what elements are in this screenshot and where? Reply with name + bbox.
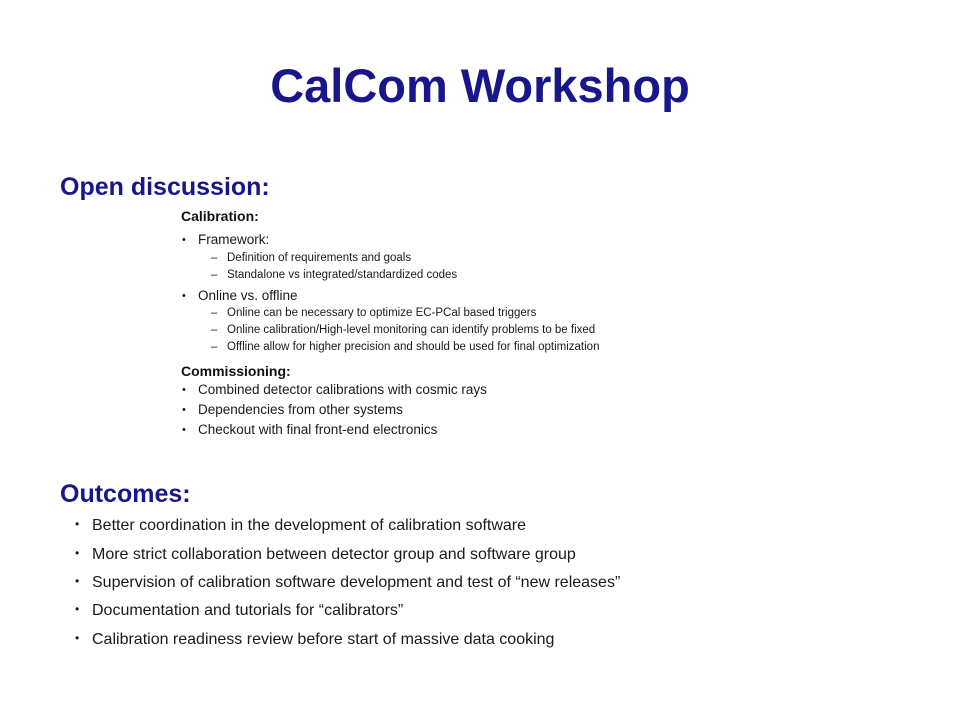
online-offline-item	[211, 307, 536, 319]
dash-icon: –	[211, 269, 218, 281]
bullet-icon: •	[75, 517, 80, 531]
outcome-item-text: Supervision of calibration software development and test of “new releases”	[92, 574, 621, 591]
bullet-icon: •	[75, 574, 80, 588]
bullet-icon: •	[75, 631, 80, 645]
outcome-item-text: Better coordination in the development of calibration software	[92, 517, 527, 534]
dash-icon: –	[211, 341, 218, 353]
online-offline-item-text: Offline allow for higher precision and should be used for final optimization	[227, 341, 600, 353]
bullet-icon: •	[182, 404, 186, 416]
outcome-item-text: Documentation and tutorials for “calibrators”	[92, 602, 404, 619]
framework-label: Framework:	[198, 232, 270, 247]
outcome-item	[75, 631, 554, 649]
online-offline-label: Online vs. offline	[198, 288, 298, 303]
bullet-icon: •	[182, 424, 186, 436]
commissioning-item-text: Dependencies from other systems	[198, 402, 403, 417]
framework-item	[211, 269, 457, 281]
framework-item	[211, 252, 411, 264]
bullet-icon: •	[182, 290, 186, 302]
bullet-icon: •	[75, 602, 80, 616]
outcomes-heading: Outcomes:	[60, 480, 191, 508]
outcome-item	[75, 574, 620, 592]
outcome-item	[75, 546, 576, 564]
dash-icon: –	[211, 252, 218, 264]
dash-icon: –	[211, 307, 218, 319]
framework-item-text: Definition of requirements and goals	[227, 252, 412, 264]
online-offline-item	[211, 341, 599, 353]
open-discussion-heading: Open discussion:	[60, 173, 270, 201]
outcome-item-text: Calibration readiness review before start of massive data cooking	[92, 631, 555, 648]
outcome-item-text: More strict collaboration between detector group and software group	[92, 546, 576, 563]
commissioning-item	[182, 402, 403, 417]
online-offline-item-text: Online can be necessary to optimize EC-PCal based triggers	[227, 307, 537, 319]
commissioning-item	[182, 382, 487, 397]
online-offline-item-text: Online calibration/High-level monitoring can identify problems to be fixed	[227, 324, 596, 336]
online-offline-bullet	[182, 288, 298, 303]
framework-bullet	[182, 232, 269, 247]
commissioning-item	[182, 422, 437, 437]
online-offline-item	[211, 324, 595, 336]
framework-item-text: Standalone vs integrated/standardized codes	[227, 269, 458, 281]
calibration-heading: Calibration:	[181, 208, 259, 224]
outcome-item	[75, 517, 526, 535]
commissioning-heading: Commissioning:	[181, 363, 291, 379]
commissioning-item-text: Checkout with final front-end electronics	[198, 422, 438, 437]
outcome-item	[75, 602, 403, 620]
commissioning-item-text: Combined detector calibrations with cosmic rays	[198, 382, 487, 397]
dash-icon: –	[211, 324, 218, 336]
bullet-icon: •	[75, 546, 80, 560]
bullet-icon: •	[182, 234, 186, 246]
bullet-icon: •	[182, 384, 186, 396]
slide-title: CalCom Workshop	[270, 59, 690, 112]
